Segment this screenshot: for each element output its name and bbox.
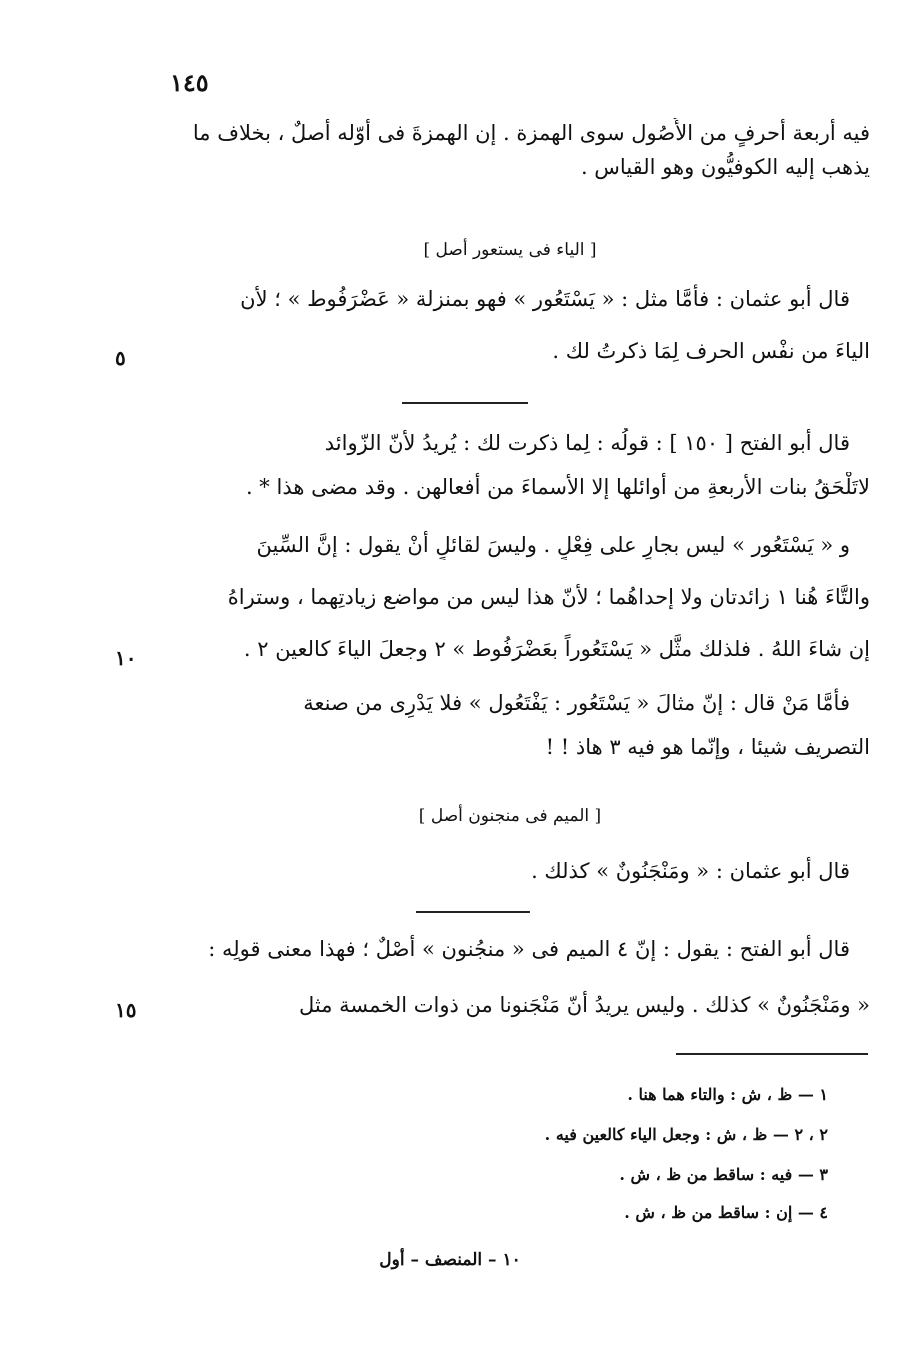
footnote-1: ١ — ظ ، ش : والتاء هما هنا . bbox=[627, 1085, 828, 1104]
text-line: الياءَ من نفْس الحرف لِمَا ذكرتُ لك . bbox=[552, 339, 870, 363]
section-heading-2: [ الميم فى منجنون أصل ] bbox=[418, 806, 602, 826]
text-line: قال أبو الفتح [ ١٥٠ ] : قولُه : لِما ذكرت لك : يُريدُ لأنّ الزّوائد bbox=[324, 431, 850, 455]
line-number-15: ١٥ bbox=[115, 998, 137, 1022]
paragraph-3 bbox=[150, 428, 870, 498]
paragraph-1 bbox=[150, 118, 870, 182]
text-line: يذهب إليه الكوفيُّون وهو القياس . bbox=[580, 155, 870, 179]
text-line: فأمَّا مَنْ قال : إنّ مثالَ « يَسْتَعُور : يَفْتَعُول » فلا يَدْرِى من صنعة bbox=[303, 691, 850, 715]
footnote-4: ٤ — إن : ساقط من ظ ، ش . bbox=[624, 1203, 828, 1222]
paragraph-6 bbox=[150, 856, 870, 890]
footnote-3: ٣ — فيه : ساقط من ظ ، ش . bbox=[619, 1165, 828, 1184]
text-line: فيه أربعة أحرفٍ من الأُصُول سوى الهمزة . إن الهمزةَ فى أوّله أصلٌ ، بخلاف ما bbox=[192, 121, 870, 145]
printer-signature: ١٠ – المنصف – أول bbox=[379, 1250, 521, 1270]
text-line: و « يَسْتَعُور » ليس بجارٍ على فِعْلٍ . وليسَ لقائلٍ أنْ يقول : إنَّ السِّينَ bbox=[256, 533, 850, 557]
page-number: ١٤٥ bbox=[170, 68, 209, 97]
line-number-5: ٥ bbox=[115, 346, 126, 370]
text-line: قال أبو عثمان : فأمَّا مثل : « يَسْتَعُور » فهو بمنزلة « عَضْرَفُوط » ؛ لأن bbox=[240, 287, 850, 311]
text-line: إن شاءَ اللهُ . فلذلك مثَّل « يَسْتَعُوراً بعَضْرَفُوط » ٢ وجعلَ الياءَ كالعين ٢ . bbox=[243, 637, 870, 661]
line-number-10: ١٠ bbox=[115, 646, 137, 670]
section-divider bbox=[416, 911, 530, 913]
text-line: لاتَلْحَقُ بنات الأربعةِ من أوائلها إلا الأسماءَ من أفعالهن . وقد مضى هذا * . bbox=[245, 475, 870, 499]
section-divider bbox=[402, 402, 528, 404]
paragraph-5 bbox=[150, 688, 870, 758]
footnote-2: ٢ ، ٢ — ظ ، ش : وجعل الياء كالعين فيه . bbox=[544, 1125, 828, 1144]
text-line: التصريف شيئا ، وإنّما هو فيه ٣ هاذ ! ! bbox=[545, 735, 870, 759]
text-line: « ومَنْجَنُونٌ » كذلك . وليس يريدُ أنّ مَنْجَنونا من ذوات الخمسة مثل bbox=[299, 993, 870, 1017]
text-line: والتَّاءَ هُنا ١ زائدتان ولا إحداهُما ؛ لأنّ هذا ليس من مواضع زيادتِهما ، وستراهُ bbox=[227, 585, 870, 609]
text-line: قال أبو الفتح : يقول : إنّ ٤ الميم فى « منجُنون » أصْلٌ ؛ فهذا معنى قولِه : bbox=[208, 937, 850, 961]
paragraph-7 bbox=[150, 934, 870, 1017]
footnote-divider bbox=[676, 1053, 868, 1055]
paragraph-4 bbox=[150, 530, 870, 670]
text-line: قال أبو عثمان : « ومَنْجَنُونٌ » كذلك . bbox=[531, 859, 850, 883]
paragraph-2 bbox=[150, 284, 870, 363]
section-heading-1: [ الياء فى يستعور أصل ] bbox=[423, 240, 597, 260]
